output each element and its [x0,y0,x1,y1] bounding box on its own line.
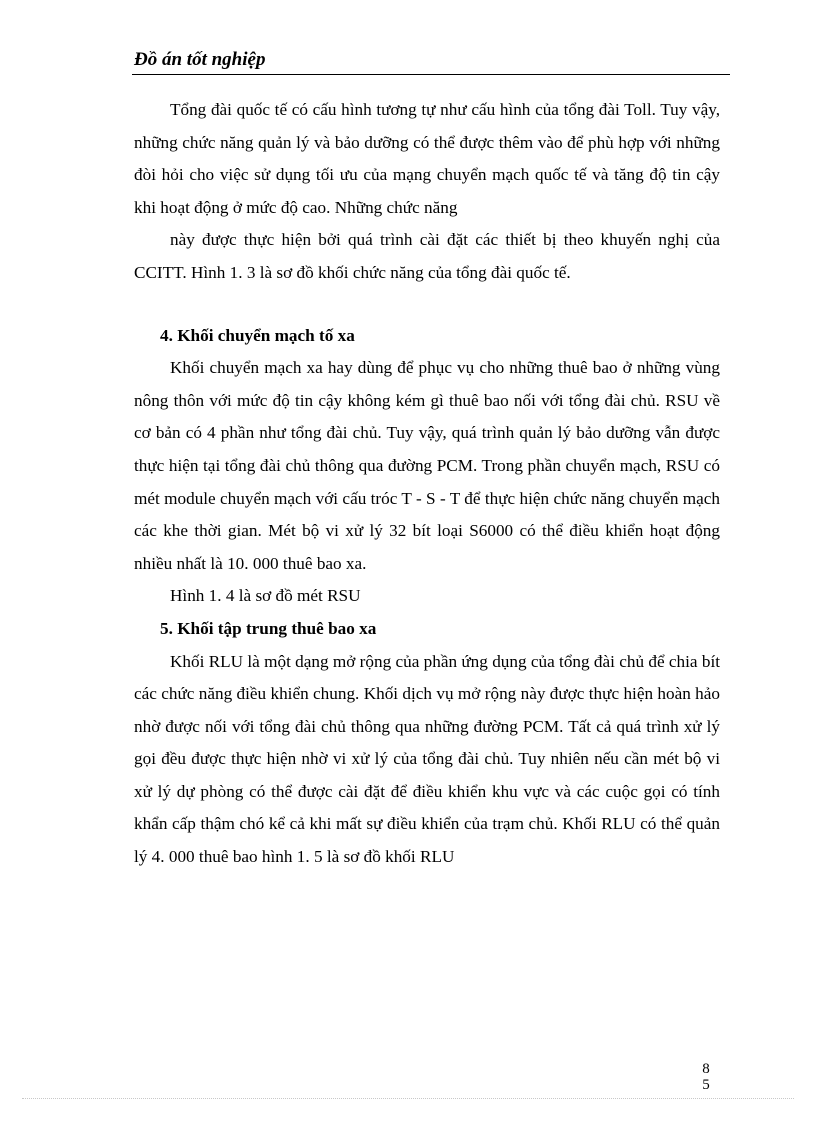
page-number [699,1061,713,1093]
header-title: Đồ án tốt nghiệp [134,49,266,70]
document-body [134,94,720,874]
page-number-digit-2: 5 [702,1077,710,1093]
spacer [134,290,720,320]
intro-paragraph-2: này được thực hiện bởi quá trình cài đặt các thiết bị theo khuyến nghị của CCITT. Hình 1. 3 là sơ đồ khối chức năng của tổng đài quốc tế. [134,230,720,282]
section-5-heading: 5. Khối tập trung thuê bao xa [160,618,377,638]
page-number-digit-1: 8 [702,1061,710,1077]
intro-paragraph-1: Tổng đài quốc tế có cấu hình tương tự như cấu hình của tổng đài Toll. Tuy vậy, những chức năng quản lý và bảo dưỡng có thể được thêm vào để phù hợp với những đòi hỏi cho việc sử dụng tối ưu của mạng chuyển mạch quốc tế và tăng độ tin cậy khi hoạt động ở mức độ cao. Những chức năng [134,100,720,217]
section-4-heading: 4. Khối chuyển mạch tố xa [160,325,355,345]
header-divider [132,74,730,75]
section-4-paragraph-1: Khối chuyển mạch xa hay dùng để phục vụ cho những thuê bao ở những vùng nông thôn với mức độ tin cậy không kém gì thuê bao nối với tổng đài chủ. RSU về cơ bản có 4 phần như tổng đài chủ. Tuy vậy, quá trình quản lý bảo dưỡng vẫn được thực hiện tại tổng đài chủ thông qua đường PCM. Trong phần chuyển mạch, RSU có mét module chuyển mạch với cấu tróc T - S - T để thực hiện chức năng chuyển mạch các khe thời gian. Mét bộ vi xử lý 32 bít loại S6000 có thể điều khiển hoạt động nhiều nhất là 10. 000 thuê bao xa. [134,358,720,573]
section-4-paragraph-2: Hình 1. 4 là sơ đồ mét RSU [170,586,361,606]
section-5-paragraph-1: Khối RLU là một dạng mở rộng của phần ứng dụng của tổng đài chủ để chia bít các chức năng điều khiển chung. Khối dịch vụ mở rộng này được thực hiện hoàn hảo nhờ được nối với tổng đài chủ thông qua những đường PCM. Tất cả quá trình xử lý gọi đều được thực hiện nhờ vi xử lý của tổng đài chủ. Tuy nhiên nếu cần mét bộ vi xử lý dự phòng có thể được cài đặt để điều khiển khu vực và các cuộc gọi có tính khẩn cấp thậm chó kể cả khi mất sự điều khiển của trạm chủ. Khối RLU có thể quản lý 4. 000 thuê bao hình 1. 5 là sơ đồ khối RLU [134,651,720,867]
page-bottom-border [22,1098,794,1099]
